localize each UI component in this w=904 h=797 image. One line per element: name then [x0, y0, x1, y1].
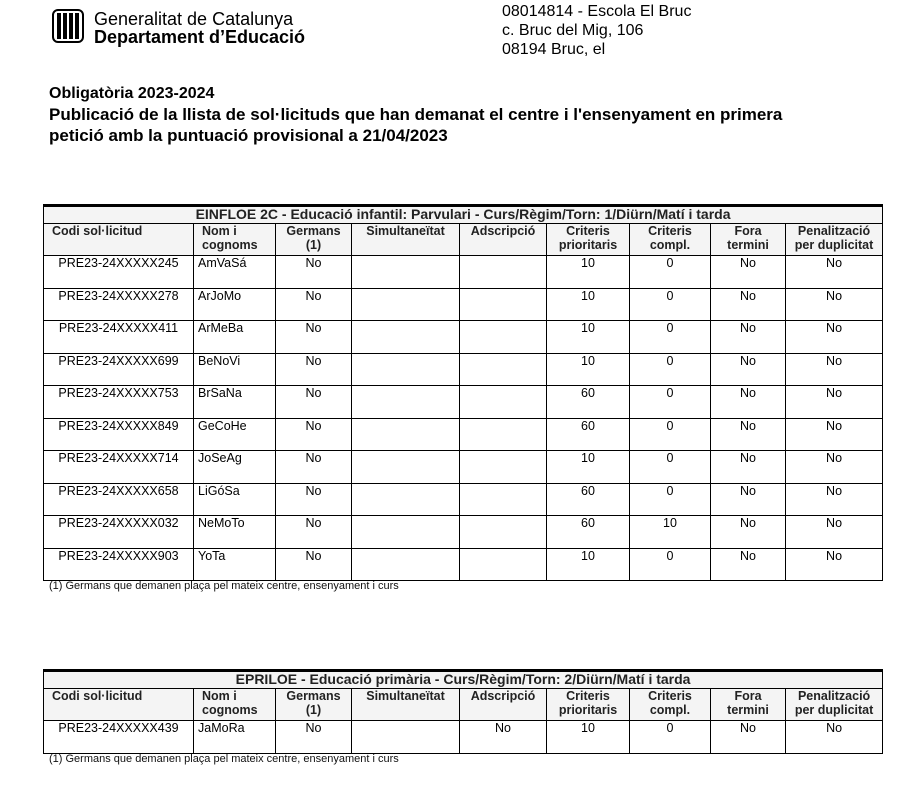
table-cell: AmVaSá: [194, 256, 276, 289]
table-cell: PRE23-24XXXXX032: [44, 516, 194, 549]
column-header: Germans (1): [276, 689, 352, 721]
table-cell: [460, 516, 547, 549]
table-row: [44, 288, 883, 321]
table-cell: PRE23-24XXXXX753: [44, 386, 194, 419]
table-row: [44, 516, 883, 549]
table-cell: 0: [630, 721, 711, 754]
column-header: Criteris prioritaris: [547, 689, 630, 721]
table-cell: PRE23-24XXXXX903: [44, 548, 194, 581]
table-cell: No: [786, 288, 883, 321]
column-header: Simultaneïtat: [352, 224, 460, 256]
column-header: Fora termini: [711, 689, 786, 721]
address-line: 08014814 - Escola El Bruc: [502, 3, 692, 20]
table-cell: PRE23-24XXXXX278: [44, 288, 194, 321]
table-cell: No: [786, 386, 883, 419]
table-cell: BrSaNa: [194, 386, 276, 419]
table-cell: [460, 548, 547, 581]
column-header: Germans (1): [276, 224, 352, 256]
table-cell: 0: [630, 321, 711, 354]
table-cell: NeMoTo: [194, 516, 276, 549]
table-cell: [460, 321, 547, 354]
table-cell: 10: [547, 288, 630, 321]
applications-table-primaria: [43, 669, 883, 754]
table-cell: No: [786, 516, 883, 549]
table-cell: PRE23-24XXXXX699: [44, 353, 194, 386]
table-cell: GeCoHe: [194, 418, 276, 451]
table-row: [44, 418, 883, 451]
address-line: 08194 Bruc, el: [502, 41, 606, 58]
table-cell: No: [711, 386, 786, 419]
table-cell: No: [711, 418, 786, 451]
table-row: [44, 548, 883, 581]
table-cell: PRE23-24XXXXX849: [44, 418, 194, 451]
table-cell: No: [786, 321, 883, 354]
table-cell: No: [711, 451, 786, 484]
column-header: Criteris compl.: [630, 224, 711, 256]
table-cell: No: [276, 483, 352, 516]
table-cell: [352, 321, 460, 354]
table-cell: [460, 386, 547, 419]
table-row: [44, 483, 883, 516]
table-cell: No: [786, 451, 883, 484]
table-cell: 0: [630, 353, 711, 386]
table-cell: JoSeAg: [194, 451, 276, 484]
table-cell: BeNoVi: [194, 353, 276, 386]
footnote: (1) Germans que demanen plaça pel mateix centre, ensenyament i curs: [49, 580, 399, 592]
footnote: (1) Germans que demanen plaça pel mateix centre, ensenyament i curs: [49, 753, 399, 765]
table-cell: [352, 386, 460, 419]
column-header: Fora termini: [711, 224, 786, 256]
table-cell: 60: [547, 483, 630, 516]
column-header: Codi sol·licitud: [44, 224, 194, 256]
table-cell: No: [276, 516, 352, 549]
document-title: [49, 83, 782, 146]
column-header: Criteris compl.: [630, 689, 711, 721]
table-cell: PRE23-24XXXXX714: [44, 451, 194, 484]
table-cell: PRE23-24XXXXX439: [44, 721, 194, 754]
table-cell: ArMeBa: [194, 321, 276, 354]
generalitat-logo-icon: [52, 9, 84, 43]
table-cell: 0: [630, 386, 711, 419]
table-cell: 10: [547, 353, 630, 386]
title-line: petició amb la puntuació provisional a 21/04/2023: [49, 126, 448, 145]
column-header: Nom i cognoms: [194, 224, 276, 256]
applications-table-infantil: [43, 204, 883, 581]
table-cell: No: [460, 721, 547, 754]
column-header: Adscripció: [460, 689, 547, 721]
table-cell: 10: [547, 256, 630, 289]
title-line: Obligatòria 2023-2024: [49, 85, 215, 102]
table-row: [44, 321, 883, 354]
table-cell: [460, 483, 547, 516]
table-cell: YoTa: [194, 548, 276, 581]
table-row: [44, 353, 883, 386]
table-cell: [460, 451, 547, 484]
department-name: Departament d’Educació: [94, 27, 306, 47]
table-cell: JaMoRa: [194, 721, 276, 754]
table-cell: ArJoMo: [194, 288, 276, 321]
table-cell: [352, 516, 460, 549]
org-name: Generalitat de Catalunya: [94, 9, 294, 29]
table-row: [44, 451, 883, 484]
table-cell: No: [276, 353, 352, 386]
table-cell: No: [786, 256, 883, 289]
table-cell: No: [276, 548, 352, 581]
column-header: Simultaneïtat: [352, 689, 460, 721]
table-cell: No: [276, 721, 352, 754]
table-cell: No: [276, 418, 352, 451]
table-cell: LiGóSa: [194, 483, 276, 516]
table-cell: 0: [630, 418, 711, 451]
table-cell: [352, 288, 460, 321]
table-cell: 0: [630, 256, 711, 289]
table-cell: No: [276, 256, 352, 289]
table-cell: No: [276, 288, 352, 321]
column-header: Nom i cognoms: [194, 689, 276, 721]
table-cell: No: [276, 386, 352, 419]
table-cell: 10: [630, 516, 711, 549]
column-header: Penalització per duplicitat: [786, 224, 883, 256]
table-cell: 0: [630, 288, 711, 321]
table-cell: [352, 256, 460, 289]
table-cell: No: [711, 483, 786, 516]
column-header: Codi sol·licitud: [44, 689, 194, 721]
table-cell: [352, 548, 460, 581]
table-cell: No: [711, 516, 786, 549]
school-address: [502, 2, 691, 59]
table-cell: 10: [547, 721, 630, 754]
table-cell: 60: [547, 418, 630, 451]
address-line: c. Bruc del Mig, 106: [502, 22, 644, 39]
table-cell: [460, 288, 547, 321]
table-cell: 0: [630, 483, 711, 516]
table-caption: EINFLOE 2C - Educació infantil: Parvulari - Curs/Règim/Torn: 1/Diürn/Matí i tarda: [44, 206, 883, 224]
title-line: Publicació de la llista de sol·licituds que han demanat el centre i l'ensenyament en primera: [49, 105, 783, 124]
table-cell: No: [711, 321, 786, 354]
table-cell: No: [786, 721, 883, 754]
table-cell: 0: [630, 451, 711, 484]
table-cell: [352, 451, 460, 484]
table-cell: No: [276, 321, 352, 354]
table-cell: [460, 256, 547, 289]
table-cell: 60: [547, 516, 630, 549]
column-header: Criteris prioritaris: [547, 224, 630, 256]
table-cell: No: [711, 721, 786, 754]
table-cell: No: [711, 288, 786, 321]
table-cell: [352, 721, 460, 754]
table-cell: [460, 353, 547, 386]
column-header: Adscripció: [460, 224, 547, 256]
table-cell: 60: [547, 386, 630, 419]
table-cell: 10: [547, 451, 630, 484]
table-cell: No: [711, 548, 786, 581]
table-cell: PRE23-24XXXXX658: [44, 483, 194, 516]
table-row: [44, 386, 883, 419]
column-header: Penalització per duplicitat: [786, 689, 883, 721]
table-cell: [352, 483, 460, 516]
table-cell: No: [786, 418, 883, 451]
table-cell: No: [711, 256, 786, 289]
table-cell: No: [276, 451, 352, 484]
table-cell: [460, 418, 547, 451]
table-cell: [352, 418, 460, 451]
table-cell: PRE23-24XXXXX411: [44, 321, 194, 354]
table-cell: No: [786, 483, 883, 516]
table-cell: No: [711, 353, 786, 386]
organization: [94, 10, 305, 46]
table-cell: 10: [547, 548, 630, 581]
table-caption: EPRILOE - Educació primària - Curs/Règim/Torn: 2/Diürn/Matí i tarda: [44, 671, 883, 689]
table-cell: 0: [630, 548, 711, 581]
table-row: [44, 256, 883, 289]
table-cell: [352, 353, 460, 386]
table-cell: No: [786, 353, 883, 386]
table-row: [44, 721, 883, 754]
table-cell: No: [786, 548, 883, 581]
table-cell: 10: [547, 321, 630, 354]
table-cell: PRE23-24XXXXX245: [44, 256, 194, 289]
